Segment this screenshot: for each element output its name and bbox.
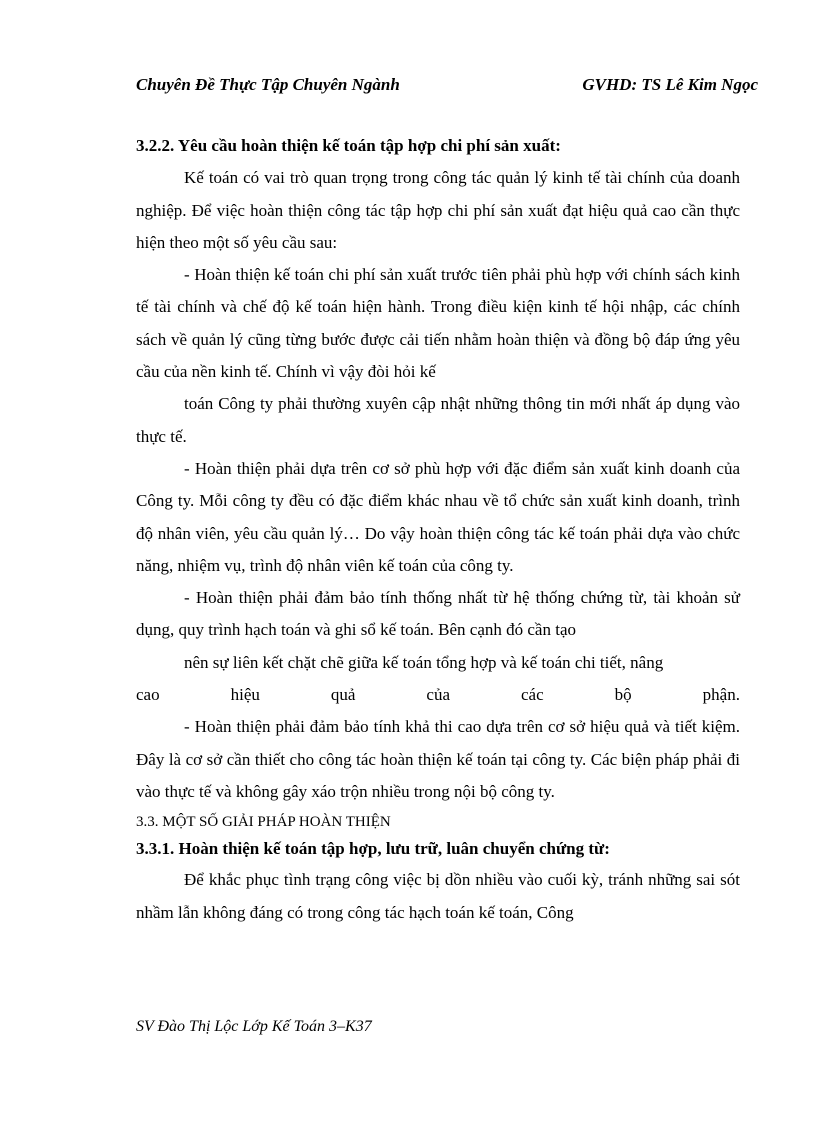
section-heading: 3.2.2. Yêu cầu hoàn thiện kế toán tập hợp chi phí sản xuất:: [136, 136, 561, 155]
word: cao: [136, 685, 160, 705]
section-2-heading: 3.3. MỘT SỐ GIẢI PHÁP HOÀN THIỆN: [136, 814, 391, 831]
header-title: Chuyên Đề Thực Tập Chuyên Ngành: [136, 75, 400, 94]
paragraph-intro: Kế toán có vai trò quan trọng trong công tác quản lý kinh tế tài chính của doanh nghiệp. Để việc hoàn thiện công tác tập hợp chi phí sản xuất đạt hiệu quả cao cần thực hiện theo một số yêu cầu sau:: [136, 168, 740, 252]
page-footer: SV Đào Thị Lộc Lớp Kế Toán 3–K37: [136, 1018, 372, 1035]
paragraph-requirement-3-spread: [136, 679, 740, 711]
paragraph-requirement-3-cont: nên sự liên kết chặt chẽ giữa kế toán tổng hợp và kế toán chi tiết, nâng: [184, 652, 664, 672]
word: phận.: [702, 685, 740, 705]
word: bộ: [614, 685, 632, 705]
word: quả: [330, 685, 356, 705]
page-body: [136, 130, 740, 929]
paragraph-requirement-2: - Hoàn thiện phải dựa trên cơ sở phù hợp với đặc điểm sản xuất kinh doanh của Công ty. Mỗi công ty đều có đặc điểm khác nhau về tổ chức sản xuất kinh doanh, trình độ nhân viên, yêu cầu quản lý… Do vậy hoàn thiện công tác kế toán phải dựa vào chức năng, nhiệm vụ, trình độ nhân viên kế toán của công ty.: [136, 458, 740, 575]
paragraph-requirement-1-cont: toán Công ty phải thường xuyên cập nhật những thông tin mới nhất áp dụng vào thực tế.: [136, 394, 740, 446]
paragraph-requirement-4: - Hoàn thiện phải đảm bảo tính khả thi cao dựa trên cơ sở hiệu quả và tiết kiệm. Đây là cơ sở cần thiết cho công tác hoàn thiện kế toán tại công ty. Các biện pháp phải đi vào thực tế và không gây xáo trộn nhiều trong nội bộ công ty.: [136, 717, 740, 801]
word: của: [426, 685, 451, 705]
subsection-heading: 3.3.1. Hoàn thiện kế toán tập hợp, lưu trữ, luân chuyển chứng từ:: [136, 839, 610, 859]
paragraph-requirement-1: - Hoàn thiện kế toán chi phí sản xuất trước tiên phải phù hợp với chính sách kinh tế tài chính và chế độ kế toán hiện hành. Trong điều kiện kinh tế hội nhập, các chính sách về quản lý cũng từng bước được cải tiến nhằm hoàn thiện và đồng bộ đáp ứng yêu cầu của nền kinh tế. Chính vì vậy đòi hỏi kế: [136, 265, 740, 382]
word: hiệu: [230, 685, 260, 705]
header-advisor: GVHD: TS Lê Kim Ngọc: [582, 75, 758, 94]
paragraph-solution: Để khắc phục tình trạng công việc bị dồn nhiều vào cuối kỳ, tránh những sai sót nhầm lẫn không đáng có trong công tác hạch toán kế toán, Công: [136, 870, 740, 922]
page-header: [136, 75, 758, 95]
word: các: [521, 685, 544, 705]
paragraph-requirement-3: - Hoàn thiện phải đảm bảo tính thống nhất từ hệ thống chứng từ, tài khoản sử dụng, quy trình hạch toán và ghi sổ kế toán. Bên cạnh đó cần tạo: [136, 588, 740, 640]
